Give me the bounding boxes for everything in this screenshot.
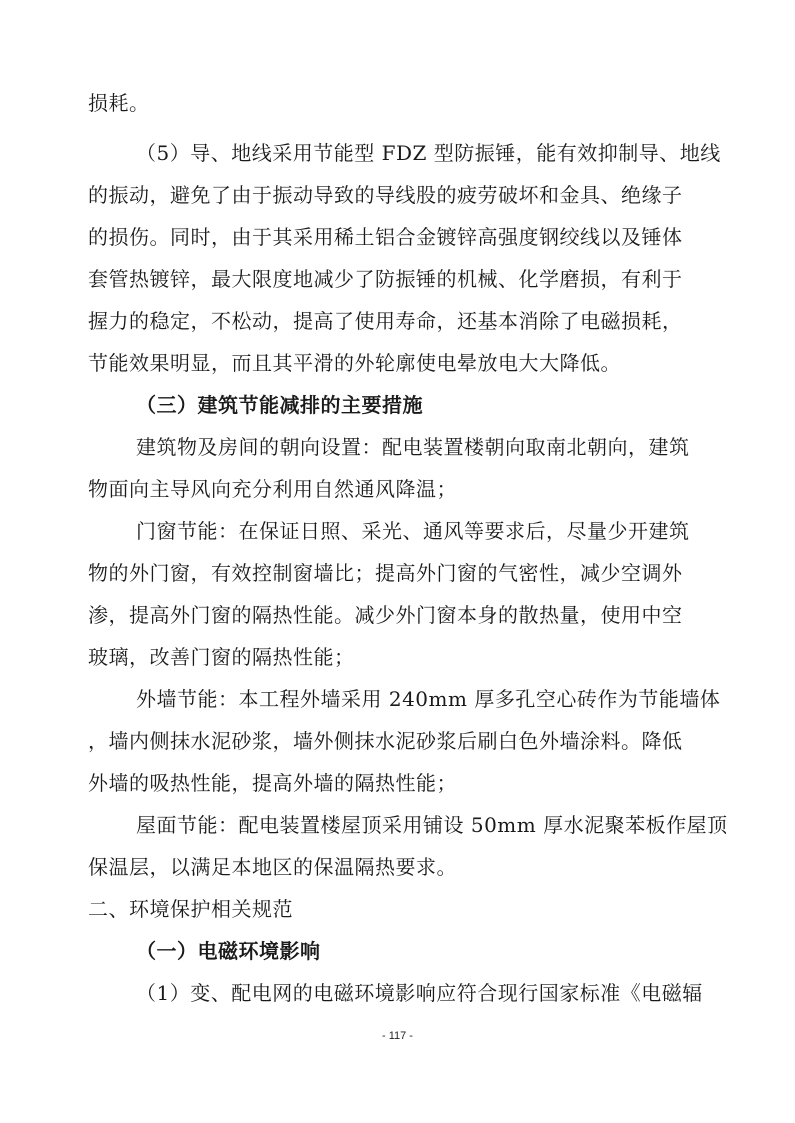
paragraph-line: 物的外门窗，有效控制窗墙比；提高外门窗的气密性，减少空调外	[88, 561, 683, 585]
paragraph-line: 损耗。	[88, 91, 150, 115]
paragraph-line: 屋面节能：配电装置楼屋顶采用铺设 50mm 厚水泥聚苯板作屋顶	[136, 813, 728, 837]
page-number: - 117 -	[382, 1030, 413, 1042]
paragraph-line: 物面向主导风向充分利用自然通风降温；	[88, 477, 457, 501]
paragraph-line: 建筑物及房间的朝向设置：配电装置楼朝向取南北朝向，建筑	[136, 435, 690, 459]
paragraph-line: ，墙内侧抹水泥砂浆，墙外侧抹水泥砂浆后刷白色外墙涂料。降低	[88, 729, 683, 753]
paragraph-line: 保温层，以满足本地区的保温隔热要求。	[88, 855, 457, 879]
paragraph-line: （5）导、地线采用节能型 FDZ 型防振锤，能有效抑制导、地线	[136, 141, 721, 165]
chapter-heading: 二、环境保护相关规范	[88, 897, 293, 921]
section-heading: （一）电磁环境影响	[136, 939, 321, 963]
section-heading: （三）建筑节能减排的主要措施	[136, 393, 423, 417]
paragraph-line: （1）变、配电网的电磁环境影响应符合现行国家标准《电磁辐	[136, 981, 703, 1005]
paragraph-line: 的损伤。同时，由于其采用稀土铝合金镀锌高强度钢绞线以及锤体	[88, 225, 683, 249]
paragraph-line: 渗，提高外门窗的隔热性能。减少外门窗本身的散热量，使用中空	[88, 603, 683, 627]
paragraph-line: 套管热镀锌，最大限度地减少了防振锤的机械、化学磨损，有利于	[88, 267, 683, 291]
paragraph-line: 玻璃，改善门窗的隔热性能；	[88, 645, 355, 669]
paragraph-line: 节能效果明显，而且其平滑的外轮廓使电晕放电大大降低。	[88, 351, 621, 375]
paragraph-line: 外墙的吸热性能，提高外墙的隔热性能；	[88, 771, 457, 795]
paragraph-line: 的振动，避免了由于振动导致的导线股的疲劳破坏和金具、绝缘子	[88, 183, 683, 207]
paragraph-line: 外墙节能：本工程外墙采用 240mm 厚多孔空心砖作为节能墙体	[136, 687, 721, 711]
paragraph-line: 握力的稳定，不松动，提高了使用寿命，还基本消除了电磁损耗，	[88, 309, 683, 333]
paragraph-line: 门窗节能：在保证日照、采光、通风等要求后，尽量少开建筑	[136, 519, 690, 543]
